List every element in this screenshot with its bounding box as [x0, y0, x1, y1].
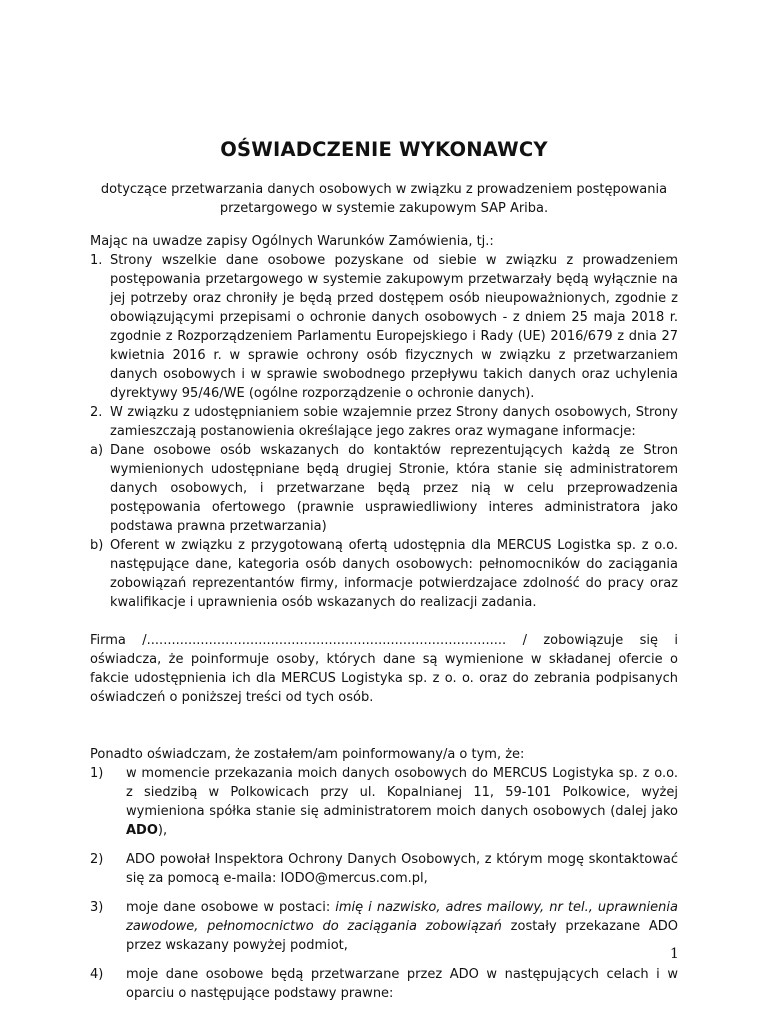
item-letter: a) [90, 443, 104, 458]
lettered-item-a [90, 441, 678, 536]
lettered-item-b [90, 536, 678, 612]
item-letter: b) [90, 538, 104, 553]
item-number: 2. [90, 405, 103, 420]
item-text: w momencie przekazania moich danych osobowych do MERCUS Logistyka sp. z o.o. z siedzibą w Polkowicach przy ul. Kopalnianej 11, 59-101 Polkowice, wyżej wymieniona spółka stanie się administratorem moich danych osobowych (dalej jako ADO), [126, 766, 678, 838]
numbered-item-2 [90, 403, 678, 441]
item-number: 3) [90, 900, 104, 915]
info-item-3 [90, 898, 678, 955]
item-text: Strony wszelkie dane osobowe pozyskane od siebie w związku z prowadzeniem postępowania przetargowego w systemie zakupowym przetwarzały będą wyłącznie na jej potrzeby oraz chroniły je będą przed dostępem osób nieupoważnionych, zgodnie z obowiązującymi przepisami o ochronie danych osobowych - z dniem 25 maja 2018 r. zgodnie z Rozporządzeniem Parlamentu Europejskiego i Rady (UE) 2016/679 z dnia 27 kwietnia 2016 r. w sprawie ochrony osób fizycznych w związku z przetwarzaniem danych osobowych i w sprawie swobodnego przepływu takich danych oraz uchylenia dyrektywy 95/46/WE (ogólne rozporządzenie o ochronie danych). [110, 253, 678, 401]
firma-paragraph: Firma /....................................................................................... / zobowiązuje się i oświadcza, że poinformuje osoby, których dane są wymienione w składanej ofercie o fakcie udostępnienia ich dla MERCUS Logistyka sp. z o. o. oraz do zebrania podpisanych oświadczeń o poniższej treści od tych osób. [90, 633, 678, 705]
item-number: 4) [90, 967, 104, 982]
item-text: Dane osobowe osób wskazanych do kontaktów reprezentujących każdą ze Stron wymienionych udostępniane będą drugiej Stronie, która stanie się administratorem danych osobowych, i przetwarzane będą przez nią w celu przeprowadzenia postępowania ofertowego (prawnie usprawiedliwiony interes administratora jako podstawa prawna przetwarzania) [110, 443, 678, 534]
document-subtitle [90, 180, 678, 218]
item-text: moje dane osobowe będą przetwarzane przez ADO w następujących celach i w oparciu o następujące podstawy prawne: [126, 967, 678, 1001]
subtitle-line-2: przetargowego w systemie zakupowym SAP Ariba. [219, 201, 549, 216]
item-text: ADO powołał Inspektora Ochrony Danych Osobowych, z którym mogę skontaktować się za pomocą e-maila: IODO@mercus.com.pl, [126, 852, 678, 886]
item-text: W związku z udostępnianiem sobie wzajemnie przez Strony danych osobowych, Strony zamieszczają postanowienia określające jego zakres oraz wymagane informacje: [110, 405, 678, 439]
information-list [90, 764, 678, 1003]
item-text: Oferent w związku z przygotowaną ofertą udostępnia dla MERCUS Logistka sp. z o.o. następujące dane, kategoria osób danych osobowych: pełnomocników do zaciągania zobowiązań reprezentantów firmy, informacje potwierdzajace zdolność do pracy oraz kwalifikacje i uprawnienia osób wskazanych do realizacji zadania. [110, 538, 678, 610]
document-body [90, 232, 678, 1003]
item-number: 1. [90, 253, 103, 268]
subtitle-line-1: dotyczące przetwarzania danych osobowych w związku z prowadzeniem postępowania [100, 182, 668, 197]
item-text: moje dane osobowe w postaci: imię i nazwisko, adres mailowy, nr tel., uprawnienia zawodowe, pełnomocnictwo do zaciągania zobowiązań zostały przekazane ADO przez wskazany powyżej podmiot, [126, 900, 678, 953]
page-number: 1 [670, 946, 679, 962]
item-number: 2) [90, 852, 104, 867]
document-title: OŚWIADCZENIE WYKONAWCY [220, 138, 548, 161]
data-categories: imię i nazwisko, adres mailowy, nr tel., uprawnienia zawodowe, pełnomocnictwo do zaciągania zobowiązań [126, 900, 678, 934]
info-item-1 [90, 764, 678, 840]
ponadto-paragraph: Ponadto oświadczam, że zostałem/am poinformowany/a o tym, że: [90, 747, 525, 762]
ado-abbreviation: ADO [126, 823, 158, 838]
item-number: 1) [90, 766, 104, 781]
info-item-4 [90, 965, 678, 1003]
numbered-item-1 [90, 251, 678, 403]
intro-paragraph: Mając na uwadze zapisy Ogólnych Warunków Zamówienia, tj.: [90, 234, 494, 249]
info-item-2 [90, 850, 678, 888]
